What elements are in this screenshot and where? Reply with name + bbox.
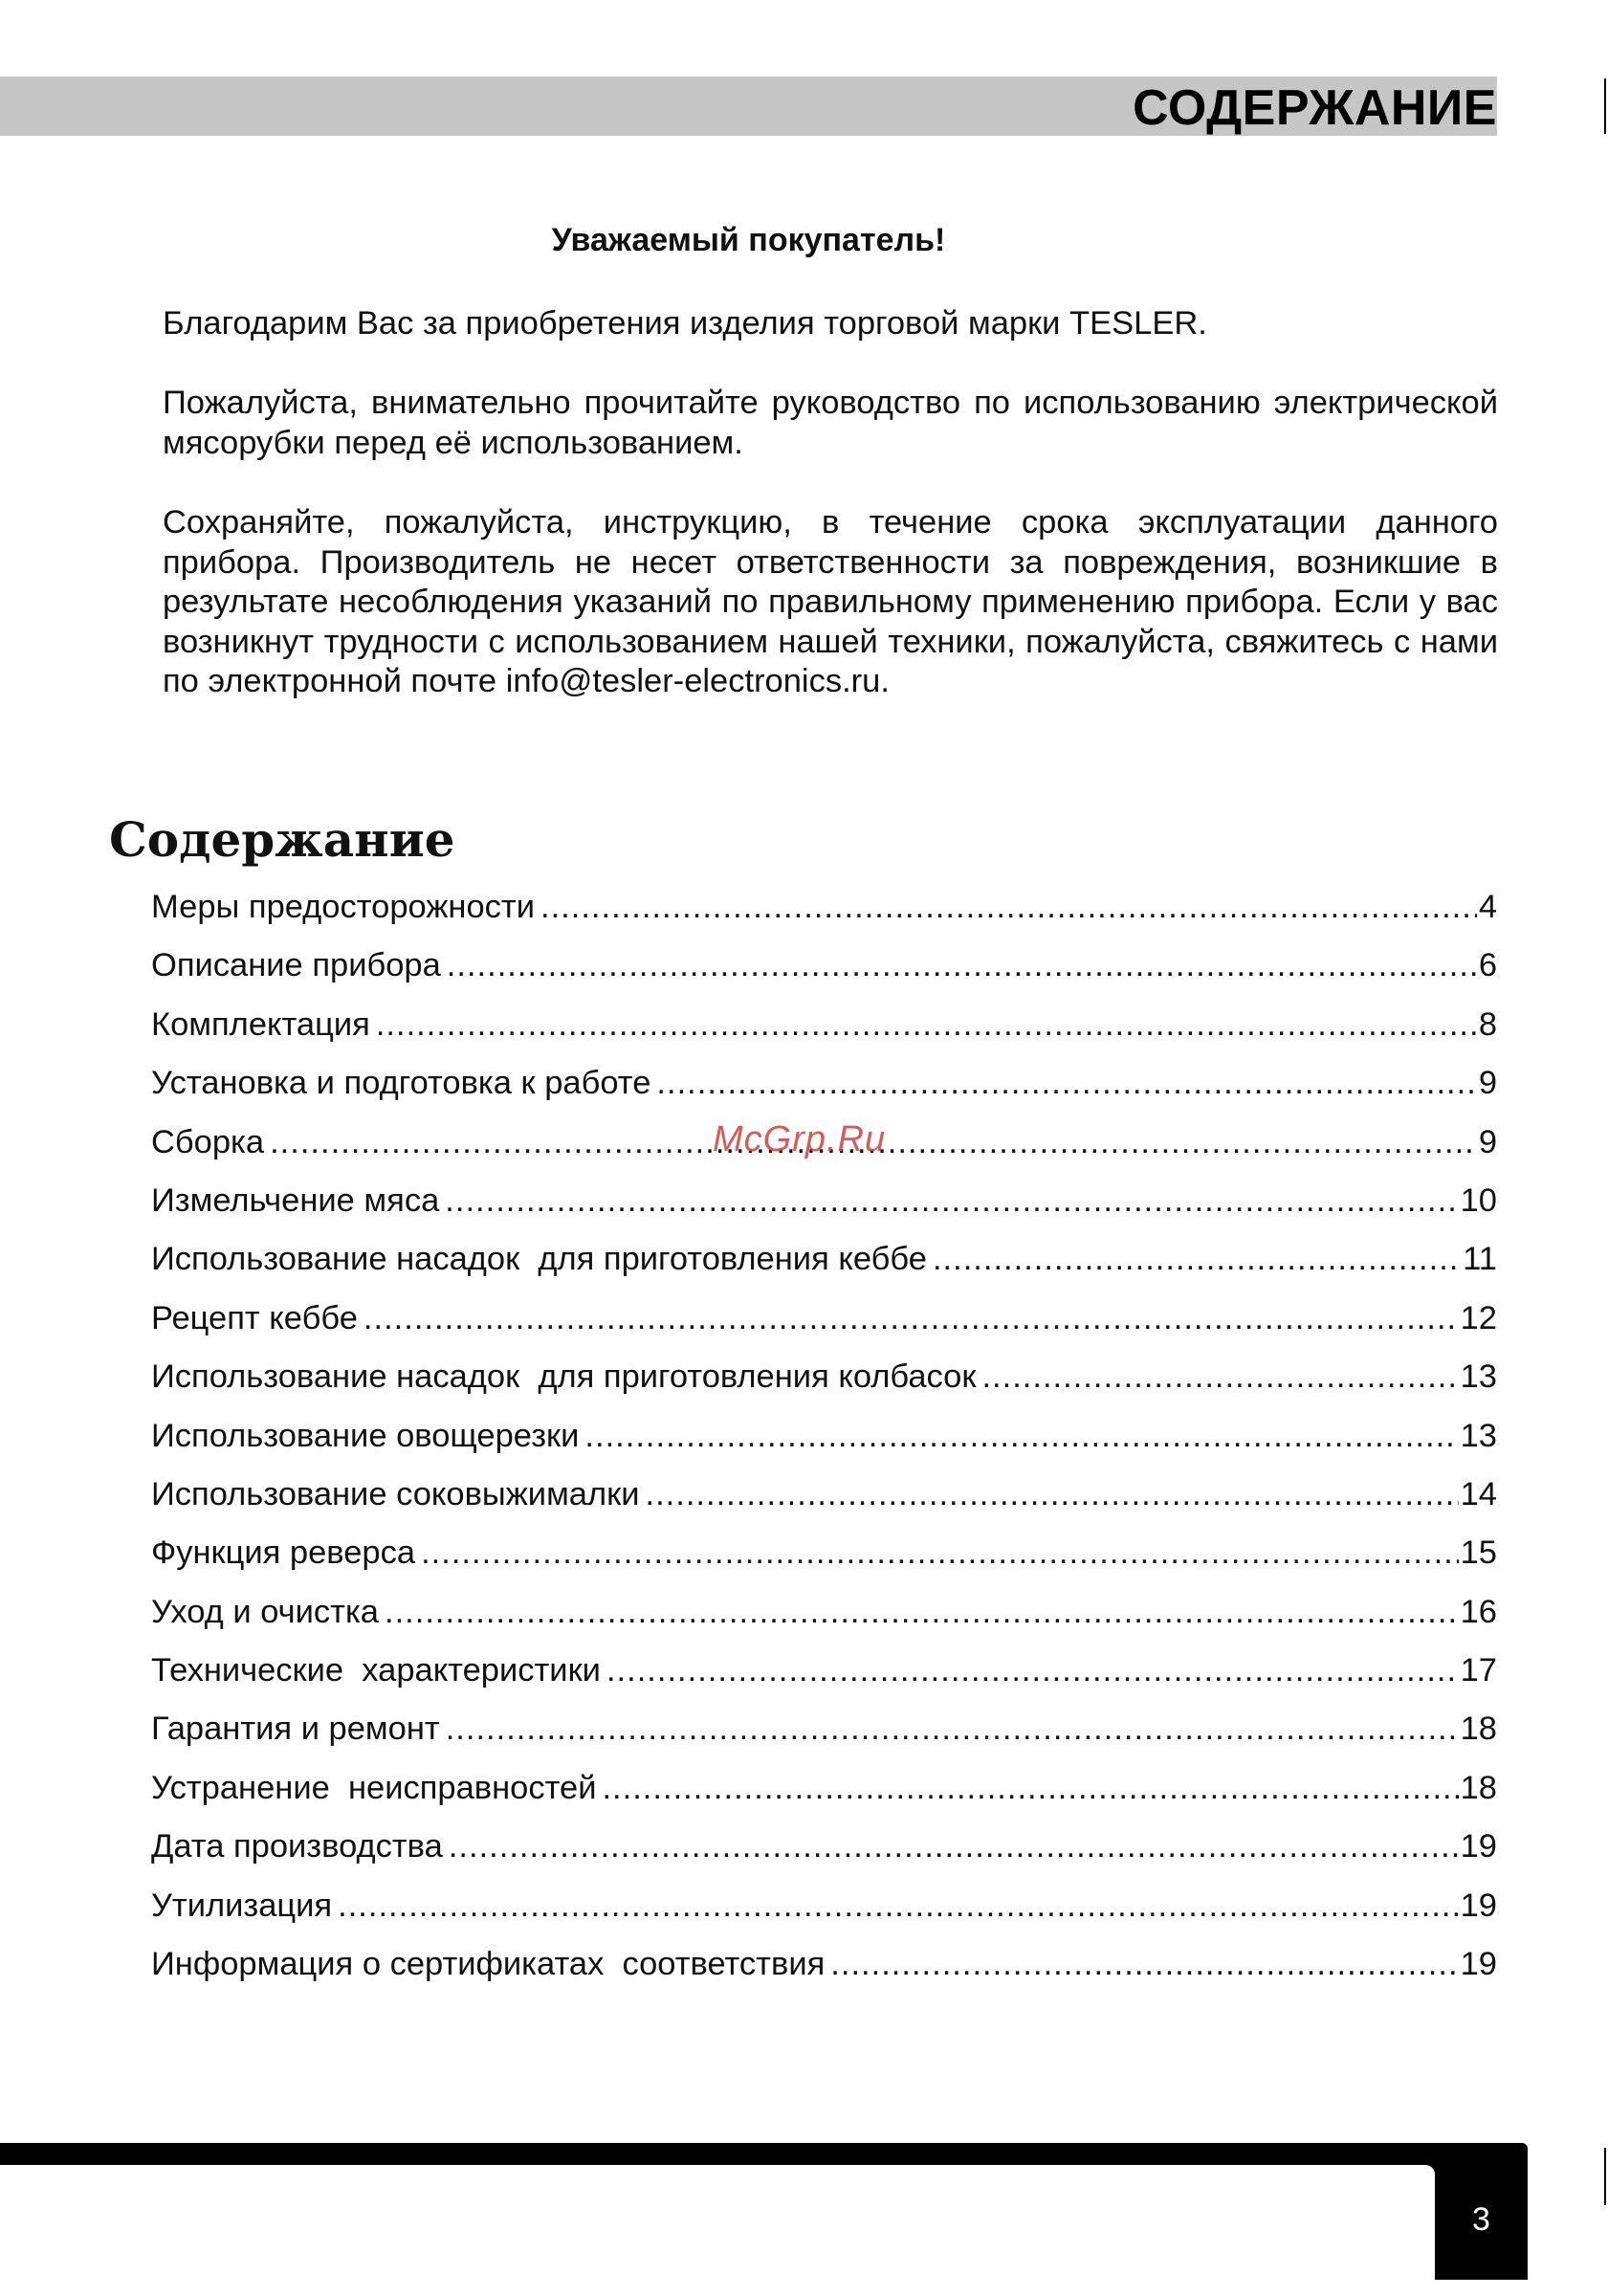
toc-dot-leader bbox=[656, 1054, 1476, 1113]
header-bar bbox=[0, 77, 1497, 136]
toc-dot-leader bbox=[363, 1290, 1459, 1348]
toc-dot-leader bbox=[421, 1524, 1459, 1582]
toc-item-page: 18 bbox=[1460, 1769, 1497, 1806]
toc-item bbox=[151, 1466, 1497, 1524]
toc-item bbox=[151, 1290, 1497, 1348]
toc-dot-leader bbox=[445, 1172, 1458, 1230]
page-header-title: СОДЕРЖАНИЕ bbox=[1133, 80, 1497, 136]
keep-instructions-paragraph bbox=[109, 503, 1498, 702]
toc-item bbox=[151, 937, 1497, 995]
thanks-text: Благодарим Вас за приобретения изделия торговой марки TESLER. bbox=[163, 305, 1207, 342]
toc-item-page: 16 bbox=[1460, 1593, 1497, 1630]
greeting-heading: Уважаемый покупатель! bbox=[551, 222, 946, 258]
toc-item-page: 18 bbox=[1460, 1711, 1497, 1748]
toc-dot-leader bbox=[830, 1935, 1458, 1994]
toc-item bbox=[151, 878, 1497, 937]
toc-item bbox=[151, 1230, 1497, 1289]
toc-item-label: Функция реверса bbox=[151, 1534, 416, 1572]
read-manual-text: Пожалуйста, внимательно прочитайте руководство по использованию электрической мясорубки перед её использованием. bbox=[163, 385, 1498, 461]
toc-item bbox=[151, 1172, 1497, 1230]
toc-item bbox=[151, 1759, 1497, 1818]
toc-item-label: Уход и очистка bbox=[151, 1593, 379, 1630]
toc-dot-leader bbox=[385, 1583, 1459, 1642]
toc-item-page: 4 bbox=[1478, 889, 1497, 925]
footer-panel bbox=[0, 2165, 1435, 2280]
thanks-paragraph bbox=[109, 304, 1498, 344]
toc-item-page: 15 bbox=[1460, 1534, 1497, 1572]
toc-item-label: Дата производства bbox=[151, 1828, 443, 1866]
edge-mark bbox=[1604, 78, 1606, 134]
toc-dot-leader bbox=[602, 1759, 1458, 1818]
read-manual-paragraph bbox=[109, 384, 1498, 463]
toc-item bbox=[151, 1877, 1497, 1935]
toc-item bbox=[151, 1642, 1497, 1700]
keep-instructions-text: Сохраняйте, пожалуйста, инструкцию, в течение срока эксплуатации данного прибора. Производитель не несет ответственности за повреждения, возникшие в результате несоблюдения указаний по правильному применению прибора. Если у вас возникнут трудности с использованием нашей техники, пожалуйста, свяжитесь с нами по электронной почте info@tesler-electronics.ru. bbox=[163, 504, 1498, 699]
toc-item-page: 9 bbox=[1478, 1065, 1497, 1102]
toc-dot-leader bbox=[338, 1877, 1459, 1935]
toc-dot-leader bbox=[447, 937, 1477, 995]
toc-dot-leader bbox=[584, 1407, 1458, 1466]
toc-item-label: Использование овощерезки bbox=[151, 1417, 580, 1454]
toc-item-label: Гарантия и ремонт bbox=[151, 1711, 440, 1748]
toc-dot-leader bbox=[446, 1700, 1459, 1758]
toc-item-label: Устранение неисправностей bbox=[151, 1769, 597, 1806]
toc-item-page: 19 bbox=[1460, 1887, 1497, 1924]
toc-item-label: Меры предосторожности bbox=[151, 889, 535, 925]
toc-item-page: 11 bbox=[1463, 1241, 1497, 1278]
watermark: McGrp.Ru bbox=[713, 1119, 887, 1159]
toc-item-label: Сборка bbox=[151, 1123, 265, 1160]
toc-item-page: 14 bbox=[1460, 1475, 1497, 1512]
toc-item-page: 10 bbox=[1460, 1181, 1497, 1219]
toc-item bbox=[151, 1407, 1497, 1466]
toc-dot-leader bbox=[449, 1818, 1459, 1876]
toc-item-page: 12 bbox=[1460, 1299, 1497, 1336]
toc-item bbox=[151, 1348, 1497, 1406]
toc-item-label: Использование насадок для приготовления колбасок bbox=[151, 1358, 977, 1396]
toc-item bbox=[151, 996, 1497, 1054]
toc-item bbox=[151, 1524, 1497, 1582]
toc-item-label: Измельчение мяса bbox=[151, 1181, 440, 1219]
toc-item-label: Технические характеристики bbox=[151, 1652, 601, 1689]
toc-dot-leader bbox=[376, 996, 1477, 1054]
toc-dot-leader bbox=[606, 1642, 1459, 1700]
toc-item-label: Комплектация bbox=[151, 1005, 370, 1043]
footer-bar bbox=[0, 2143, 1528, 2280]
toc-item bbox=[151, 1935, 1497, 1994]
toc-item-label: Установка и подготовка к работе bbox=[151, 1065, 651, 1102]
toc-dot-leader bbox=[540, 878, 1477, 937]
toc-item bbox=[151, 1818, 1497, 1876]
page-number: 3 bbox=[1472, 2201, 1490, 2238]
toc-item bbox=[151, 1583, 1497, 1642]
toc-item-label: Использование насадок для приготовления кеббе bbox=[151, 1241, 927, 1278]
toc-item-page: 13 bbox=[1460, 1417, 1497, 1454]
toc-item-page: 13 bbox=[1460, 1358, 1497, 1396]
toc-item bbox=[151, 1054, 1497, 1113]
toc-dot-leader bbox=[933, 1230, 1461, 1289]
edge-mark bbox=[1604, 2148, 1606, 2205]
toc-item-page: 17 bbox=[1460, 1652, 1497, 1689]
toc-item-label: Утилизация bbox=[151, 1887, 333, 1924]
toc-item-label: Рецепт кеббе bbox=[151, 1299, 358, 1336]
toc-item-page: 6 bbox=[1478, 947, 1497, 984]
toc-item-page: 8 bbox=[1478, 1005, 1497, 1043]
toc-item-label: Информация о сертификатах соответствия bbox=[151, 1946, 826, 1983]
toc-item-page: 19 bbox=[1460, 1946, 1497, 1983]
toc-dot-leader bbox=[981, 1348, 1458, 1406]
toc-item bbox=[151, 1700, 1497, 1758]
toc-item-page: 19 bbox=[1460, 1828, 1497, 1866]
toc-dot-leader bbox=[645, 1466, 1458, 1524]
toc-item-label: Использование соковыжималки bbox=[151, 1475, 640, 1512]
table-of-contents bbox=[151, 878, 1497, 1994]
toc-item-label: Описание прибора bbox=[151, 947, 441, 984]
toc-item-page: 9 bbox=[1478, 1123, 1497, 1160]
toc-title: Содержание bbox=[109, 811, 455, 868]
